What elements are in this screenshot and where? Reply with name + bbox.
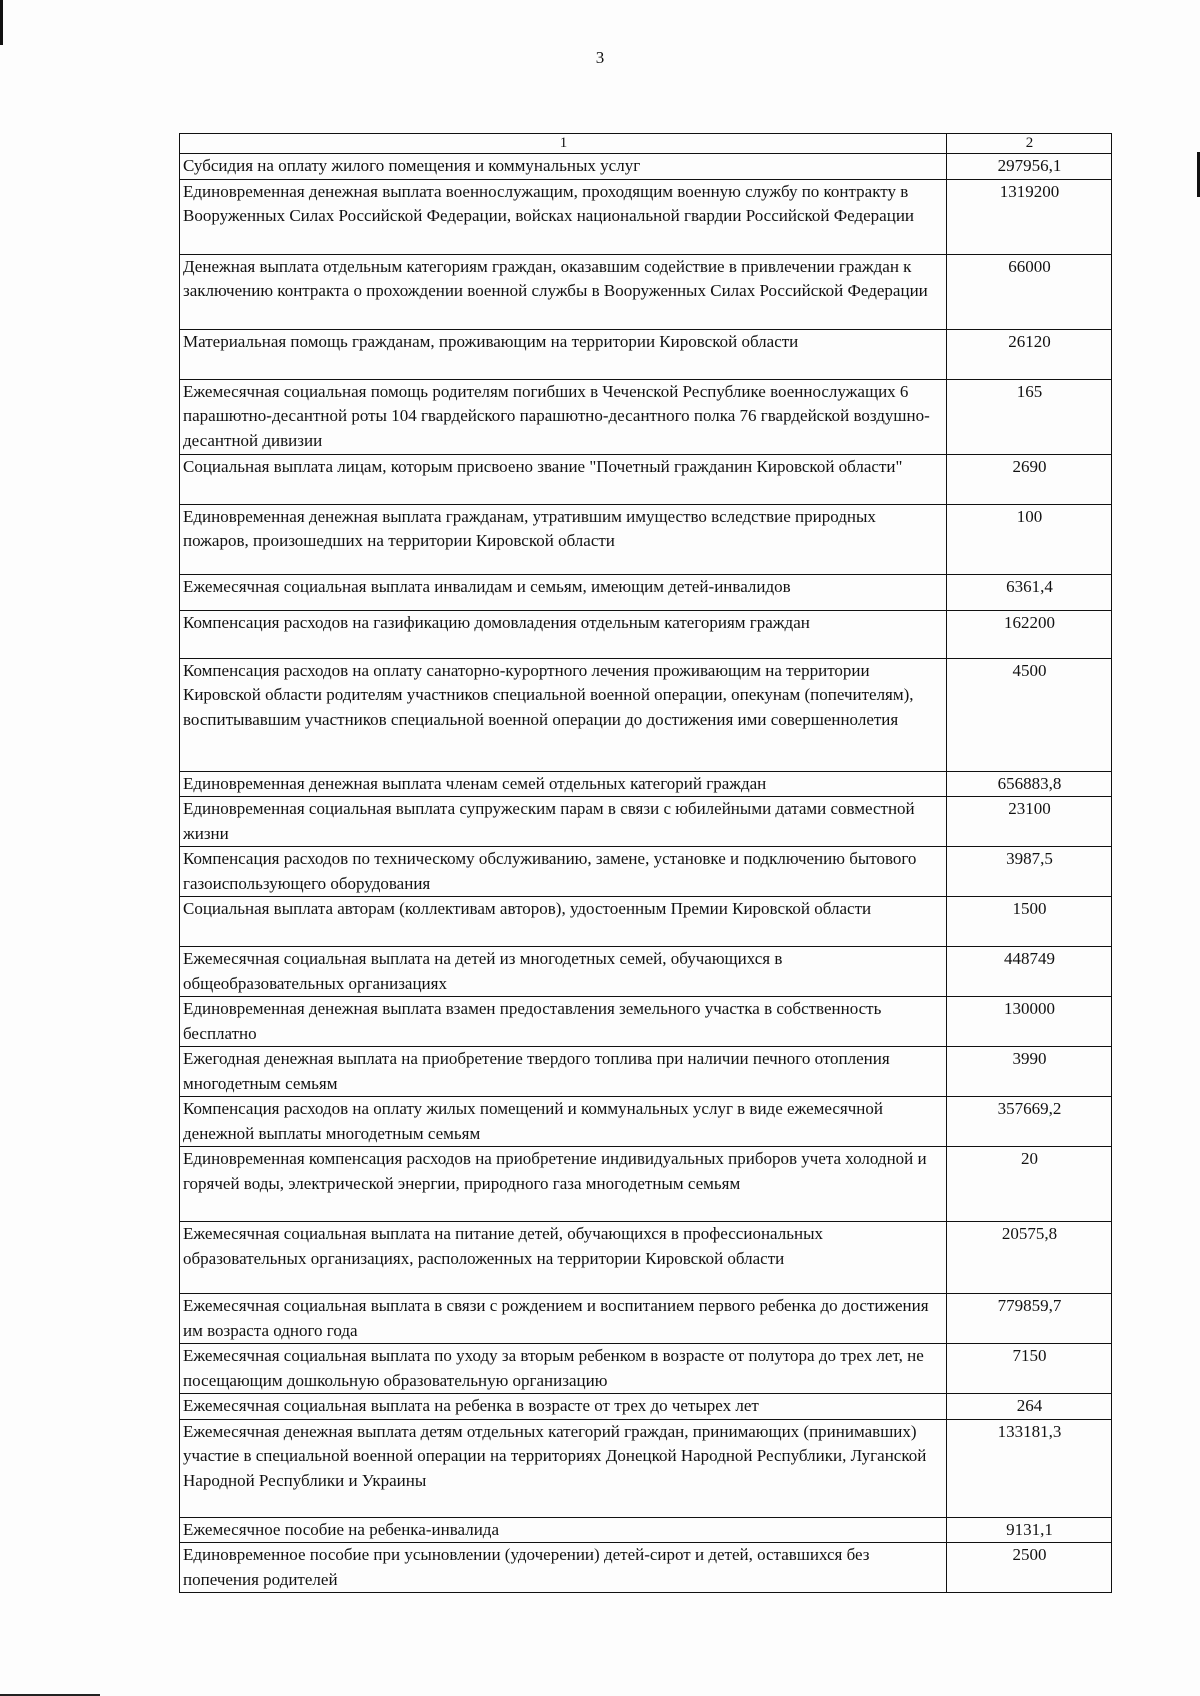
row-value: 66000 (947, 254, 1112, 329)
row-name: Ежемесячная социальная помощь родителям погибших в Чеченской Республике военнослужащих 6 парашютно-десантной роты 104 гвардейского парашютно-десантного полка 76 гвардейской воздушно-десантной дивизии (180, 379, 947, 454)
row-name: Ежемесячная социальная выплата инвалидам и семьям, имеющим детей-инвалидов (180, 574, 947, 610)
row-value: 100 (947, 504, 1112, 574)
table-row (180, 154, 1112, 180)
table-row (180, 504, 1112, 574)
table-row (180, 1294, 1112, 1344)
table-row (180, 771, 1112, 797)
row-value: 357669,2 (947, 1097, 1112, 1147)
row-value: 779859,7 (947, 1294, 1112, 1344)
row-name: Компенсация расходов на оплату санаторно-курортного лечения проживающим на территории Кировской области родителям участников специальной военной операции, опекунам (попечителям), воспитывавшим участников специальной военной операции до достижения ими совершеннолетия (180, 658, 947, 771)
table-row (180, 1147, 1112, 1222)
budget-table (179, 133, 1112, 1593)
row-name: Ежемесячная социальная выплата на детей из многодетных семей, обучающихся в общеобразовательных организациях (180, 947, 947, 997)
table-row (180, 897, 1112, 947)
row-name: Компенсация расходов на оплату жилых помещений и коммунальных услуг в виде ежемесячной денежной выплаты многодетным семьям (180, 1097, 947, 1147)
row-value: 6361,4 (947, 574, 1112, 610)
row-value: 23100 (947, 797, 1112, 847)
row-value: 448749 (947, 947, 1112, 997)
column-header-1: 1 (180, 134, 947, 154)
row-name: Единовременная социальная выплата супружеским парам в связи с юбилейными датами совместной жизни (180, 797, 947, 847)
row-name: Социальная выплата авторам (коллективам авторов), удостоенным Премии Кировской области (180, 897, 947, 947)
row-value: 162200 (947, 610, 1112, 658)
table-row (180, 610, 1112, 658)
row-name: Материальная помощь гражданам, проживающим на территории Кировской области (180, 329, 947, 379)
row-name: Ежемесячная денежная выплата детям отдельных категорий граждан, принимающих (принимавших) участие в специальной военной операции на территориях Донецкой Народной Республики, Луганской Народной Республики и Украины (180, 1419, 947, 1517)
table-row (180, 1419, 1112, 1517)
row-value: 165 (947, 379, 1112, 454)
column-header-2: 2 (947, 134, 1112, 154)
scan-edge-mark (0, 0, 3, 45)
row-name: Компенсация расходов по техническому обслуживанию, замене, установке и подключению бытового газоиспользующего оборудования (180, 847, 947, 897)
row-name: Денежная выплата отдельным категориям граждан, оказавшим содействие в привлечении граждан к заключению контракта о прохождении военной службы в Вооруженных Силах Российской Федерации (180, 254, 947, 329)
row-name: Ежемесячная социальная выплата в связи с рождением и воспитанием первого ребенка до достижения им возраста одного года (180, 1294, 947, 1344)
row-value: 7150 (947, 1344, 1112, 1394)
table-row (180, 1543, 1112, 1593)
row-value: 20575,8 (947, 1222, 1112, 1294)
row-value: 656883,8 (947, 771, 1112, 797)
row-name: Единовременное пособие при усыновлении (удочерении) детей-сирот и детей, оставшихся без попечения родителей (180, 1543, 947, 1593)
row-name: Ежемесячная социальная выплата на питание детей, обучающихся в профессиональных образовательных организациях, расположенных на территории Кировской области (180, 1222, 947, 1294)
row-value: 3987,5 (947, 847, 1112, 897)
row-value: 9131,1 (947, 1517, 1112, 1543)
row-name: Ежемесячное пособие на ребенка-инвалида (180, 1517, 947, 1543)
row-value: 1500 (947, 897, 1112, 947)
table-row (180, 658, 1112, 771)
page-number: 3 (595, 48, 605, 67)
row-name: Ежемесячная социальная выплата на ребенка в возрасте от трех до четырех лет (180, 1394, 947, 1420)
row-name: Социальная выплата лицам, которым присвоено звание "Почетный гражданин Кировской области" (180, 454, 947, 504)
table-row (180, 379, 1112, 454)
table-row (180, 179, 1112, 254)
row-name: Ежегодная денежная выплата на приобретение твердого топлива при наличии печного отопления многодетным семьям (180, 1047, 947, 1097)
row-name: Единовременная денежная выплата гражданам, утратившим имущество вследствие природных пожаров, произошедших на территории Кировской области (180, 504, 947, 574)
row-value: 297956,1 (947, 154, 1112, 180)
table-row (180, 1517, 1112, 1543)
row-value: 20 (947, 1147, 1112, 1222)
table-row (180, 1394, 1112, 1420)
row-name: Единовременная денежная выплата членам семей отдельных категорий граждан (180, 771, 947, 797)
row-value: 1319200 (947, 179, 1112, 254)
row-name: Единовременная денежная выплата взамен предоставления земельного участка в собственность бесплатно (180, 997, 947, 1047)
table-row (180, 454, 1112, 504)
row-name: Единовременная денежная выплата военнослужащим, проходящим военную службу по контракту в Вооруженных Силах Российской Федерации, войсках национальной гвардии Российской Федерации (180, 179, 947, 254)
table-row (180, 797, 1112, 847)
table-row (180, 847, 1112, 897)
table-row (180, 254, 1112, 329)
table-row (180, 574, 1112, 610)
row-value: 2500 (947, 1543, 1112, 1593)
row-name: Единовременная компенсация расходов на приобретение индивидуальных приборов учета холодной и горячей воды, электрической энергии, природного газа многодетным семьям (180, 1147, 947, 1222)
row-value: 130000 (947, 997, 1112, 1047)
table-row (180, 947, 1112, 997)
row-value: 26120 (947, 329, 1112, 379)
table-row (180, 1097, 1112, 1147)
row-value: 3990 (947, 1047, 1112, 1097)
row-value: 264 (947, 1394, 1112, 1420)
row-name: Ежемесячная социальная выплата по уходу за вторым ребенком в возрасте от полутора до трех лет, не посещающим дошкольную образовательную организацию (180, 1344, 947, 1394)
row-name: Субсидия на оплату жилого помещения и коммунальных услуг (180, 154, 947, 180)
row-value: 133181,3 (947, 1419, 1112, 1517)
table-header-row (180, 134, 1112, 154)
row-name: Компенсация расходов на газификацию домовладения отдельным категориям граждан (180, 610, 947, 658)
table-row (180, 329, 1112, 379)
row-value: 4500 (947, 658, 1112, 771)
row-value: 2690 (947, 454, 1112, 504)
table-row (180, 997, 1112, 1047)
table-row (180, 1047, 1112, 1097)
table-row (180, 1344, 1112, 1394)
table-row (180, 1222, 1112, 1294)
